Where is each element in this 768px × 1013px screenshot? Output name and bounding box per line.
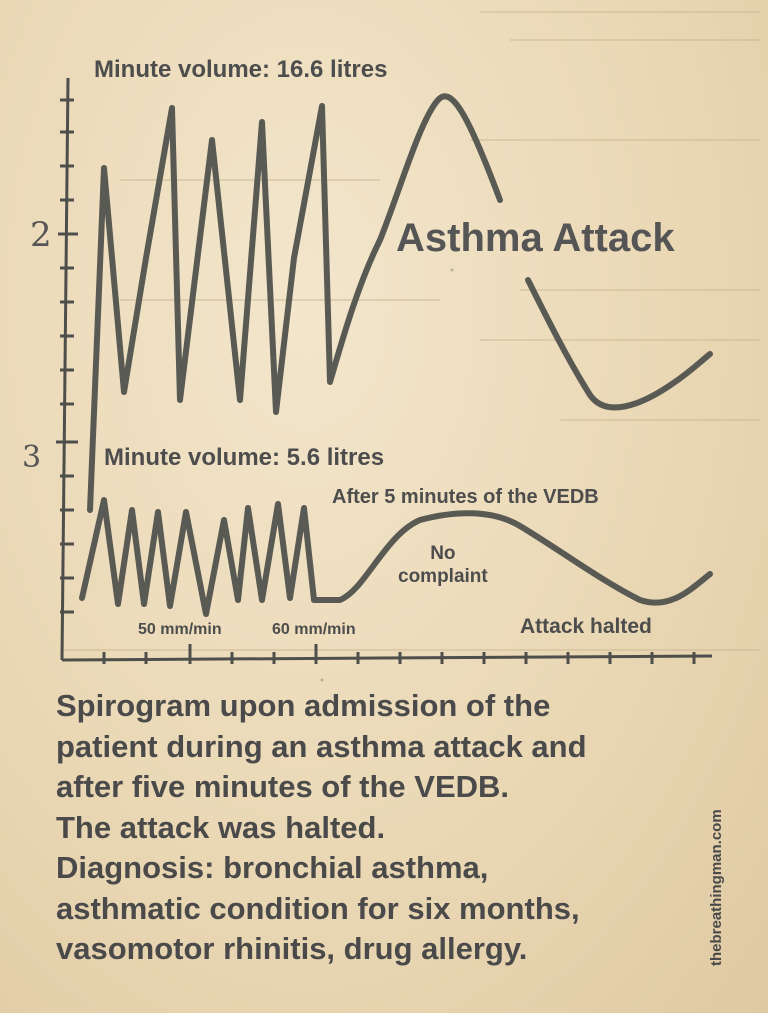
after-vedb-label: After 5 minutes of the VEDB — [332, 486, 599, 508]
no-complaint-line-2: complaint — [398, 566, 488, 587]
rate-50-label: 50 mm/min — [138, 621, 222, 638]
caption-line: patient during an asthma attack and — [56, 728, 587, 764]
x-axis-ticks — [104, 644, 694, 664]
rate-60-label: 60 mm/min — [272, 621, 356, 638]
caption-line: The attack was halted. — [56, 809, 386, 845]
caption-line: asthmatic condition for six months, — [56, 890, 580, 926]
figure-caption — [56, 686, 696, 970]
no-complaint-line-1: No — [430, 543, 456, 564]
caption-line: Diagnosis: bronchial asthma, — [56, 850, 489, 885]
trace-asthma-attack-tail — [528, 280, 710, 407]
minute-volume-bottom-label: Minute volume: 5.6 litres — [104, 444, 385, 471]
caption-line: after five minutes of the VEDB. — [56, 769, 510, 804]
minute-volume-top-label: Minute volume: 16.6 litres — [94, 56, 388, 83]
no-complaint-label — [398, 542, 488, 588]
trace-after-vedb — [82, 500, 710, 614]
site-watermark: thebreathingman.com — [708, 809, 725, 966]
caption-line: vasomotor rhinitis, drug allergy. — [56, 931, 528, 966]
caption-line: Spirogram upon admission of the — [56, 688, 551, 723]
attack-halted-label: Attack halted — [520, 615, 652, 638]
asthma-attack-title: Asthma Attack — [396, 216, 675, 260]
y-tick-label-3: 3 — [22, 440, 42, 475]
y-tick-label-2: 2 — [30, 215, 52, 255]
x-axis — [62, 656, 712, 660]
